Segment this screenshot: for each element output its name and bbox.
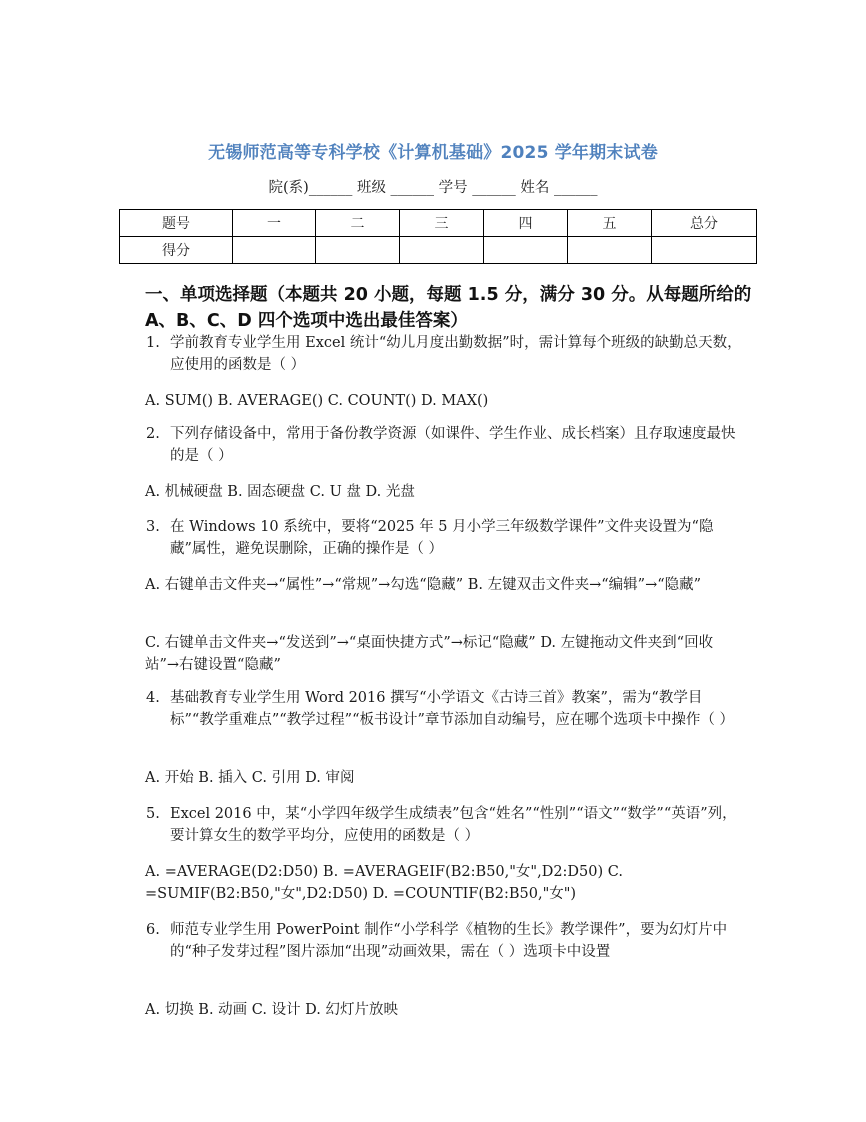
question-stem: 下列存储设备中，常用于备份教学资源（如课件、学生作业、成长档案）且存取速度最快的是（ ）	[170, 426, 736, 464]
score-header-cell: 五	[568, 210, 652, 237]
question-3	[146, 516, 746, 560]
question-6-options: A. 切换 B. 动画 C. 设计 D. 幻灯片放映	[145, 1002, 399, 1018]
score-header-cell: 三	[400, 210, 484, 237]
score-table-score-row	[120, 237, 757, 264]
section-heading: 一、单项选择题（本题共 20 小题，每题 1.5 分，满分 30 分。从每题所给的 A、B、C、D 四个选项中选出最佳答案）	[145, 285, 752, 331]
score-table-header-row	[120, 210, 757, 237]
question-stem: 基础教育专业学生用 Word 2016 撰写“小学语文《古诗三首》教案”，需为“教学目标”“教学重难点”“教学过程”“板书设计”章节添加自动编号，应在哪个选项卡中操作（ ）	[170, 690, 734, 728]
question-4-options: A. 开始 B. 插入 C. 引用 D. 审阅	[145, 770, 355, 786]
score-header-cell: 一	[233, 210, 316, 237]
score-cell	[568, 237, 652, 264]
question-number: 2.	[146, 426, 160, 442]
question-2	[146, 423, 746, 467]
question-5	[146, 803, 746, 847]
question-stem: 师范专业学生用 PowerPoint 制作“小学科学《植物的生长》教学课件”，要为幻灯片中的“种子发芽过程”图片添加“出现”动画效果，需在（ ）选项卡中设置	[170, 922, 728, 960]
question-5-options: A. =AVERAGE(D2:D50) B. =AVERAGEIF(B2:B50,"女",D2:D50) C. =SUMIF(B2:B50,"女",D2:D50) D. =COUNTIF(B2:B50,"女")	[145, 864, 623, 902]
score-header-cell: 二	[316, 210, 400, 237]
score-header-cell: 题号	[120, 210, 233, 237]
question-2-options: A. 机械硬盘 B. 固态硬盘 C. U 盘 D. 光盘	[145, 484, 415, 500]
question-6	[146, 919, 746, 963]
question-3-options-ab: A. 右键单击文件夹→“属性”→“常规”→勾选“隐藏” B. 左键双击文件夹→“编辑”→“隐藏”	[145, 577, 702, 593]
score-cell	[316, 237, 400, 264]
question-number: 6.	[146, 922, 160, 938]
question-stem: 在 Windows 10 系统中，要将“2025 年 5 月小学三年级数学课件”文件夹设置为“隐藏”属性，避免误删除，正确的操作是（ ）	[170, 519, 714, 557]
question-4	[146, 687, 746, 731]
question-number: 3.	[146, 519, 160, 535]
score-row-label: 得分	[120, 237, 233, 264]
score-cell	[400, 237, 484, 264]
score-header-cell: 总分	[652, 210, 757, 237]
question-1-options: A. SUM() B. AVERAGE() C. COUNT() D. MAX()	[145, 393, 489, 409]
question-3-options-cd: C. 右键单击文件夹→“发送到”→“桌面快捷方式”→标记“隐藏” D. 左键拖动文件夹到“回收站”→右键设置“隐藏”	[145, 635, 714, 673]
score-header-cell: 四	[484, 210, 568, 237]
student-info-text: 院(系)______ 班级 ______ 学号 ______ 姓名 ______	[268, 180, 598, 196]
score-cell	[652, 237, 757, 264]
question-stem: Excel 2016 中，某“小学四年级学生成绩表”包含“姓名”“性别”“语文”“数学”“英语”列，要计算女生的数学平均分，应使用的函数是（ ）	[170, 806, 737, 844]
score-table	[119, 209, 757, 264]
student-info-line	[0, 176, 866, 197]
score-cell	[233, 237, 316, 264]
score-cell	[484, 237, 568, 264]
question-number: 4.	[146, 690, 160, 706]
exam-title: 无锡师范高等专科学校《计算机基础》2025 学年期末试卷	[208, 143, 658, 163]
question-number: 5.	[146, 806, 160, 822]
question-number: 1.	[146, 335, 160, 351]
question-stem: 学前教育专业学生用 Excel 统计“幼儿月度出勤数据”时，需计算每个班级的缺勤总天数，应使用的函数是（ ）	[170, 335, 742, 373]
question-1	[146, 332, 746, 376]
